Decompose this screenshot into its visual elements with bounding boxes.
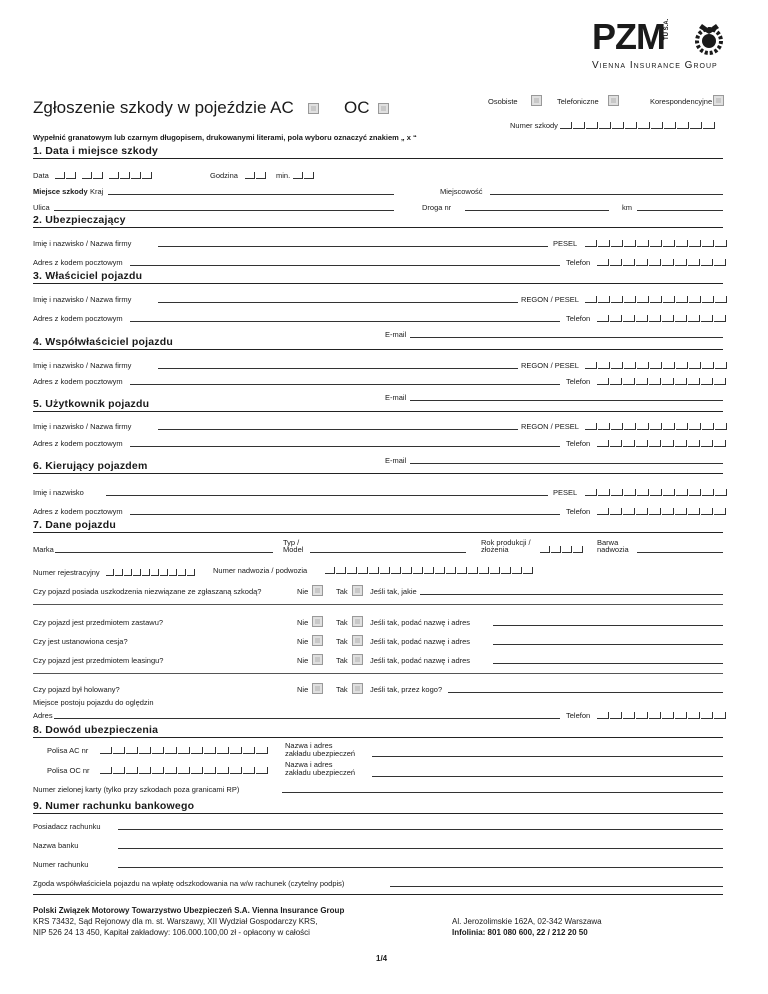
- label-rok2: złożenia: [481, 545, 509, 554]
- footer-company: Polski Związek Motorowy Towarzystwo Ubezpieczeń S.A. Vienna Insurance Group: [33, 906, 345, 915]
- section-5-title: 5. Użytkownik pojazdu: [33, 398, 150, 410]
- s3-email-field[interactable]: [410, 337, 723, 338]
- label-s6-adres: Adres z kodem pocztowym: [33, 507, 123, 516]
- label-s3-telefon: Telefon: [566, 314, 591, 323]
- label-q3: Czy jest ustanowiona cesja?: [33, 637, 128, 646]
- label-godzina: Godzina: [210, 171, 238, 180]
- miejscowosc-field[interactable]: [490, 194, 723, 195]
- s5-email-field[interactable]: [410, 463, 723, 464]
- label-s5-imie: Imię i nazwisko / Nazwa firmy: [33, 422, 132, 431]
- label-q4-tak: Tak: [336, 656, 348, 665]
- checkbox-q3-nie[interactable]: [312, 635, 323, 646]
- section-7-title: 7. Dane pojazdu: [33, 519, 116, 531]
- polisa-ac-field[interactable]: [100, 747, 269, 754]
- label-s4-telefon: Telefon: [566, 377, 591, 386]
- label-miejsce-postoju: Miejsce postoju pojazdu do oględzin: [33, 698, 154, 707]
- s4-regon-field[interactable]: [585, 362, 728, 369]
- label-nr-rej: Numer rejestracyjny: [33, 568, 100, 577]
- km-field[interactable]: [637, 210, 723, 211]
- checkbox-osobiste[interactable]: [531, 95, 542, 106]
- label-q5a: Jeśli tak, przez kogo?: [370, 685, 443, 694]
- label-q4-nie: Nie: [297, 656, 309, 665]
- title-oc: OC: [344, 98, 370, 117]
- label-barwa2: nadwozia: [597, 545, 629, 554]
- label-ulica: Ulica: [33, 203, 50, 212]
- label-typ: Typ /: [283, 538, 300, 547]
- s6-imie-field[interactable]: [106, 495, 548, 496]
- label-data: Data: [33, 171, 49, 180]
- label-q1-tak: Tak: [336, 587, 348, 596]
- footer-nip: NIP 526 24 13 450, Kapitał zakładowy: 106.000.100,00 zł - opłacony w całości: [33, 928, 310, 937]
- title-ac: Zgłoszenie szkody w pojeździe AC: [33, 98, 294, 117]
- section-6-title: 6. Kierujący pojazdem: [33, 460, 148, 472]
- label-s4-regon: REGON / PESEL: [521, 361, 579, 370]
- kraj-field[interactable]: [108, 194, 394, 195]
- zaklad-oc-field[interactable]: [372, 776, 723, 777]
- section-2-title: 2. Ubezpieczający: [33, 214, 126, 226]
- logo-brand: PZM: [592, 16, 665, 57]
- section-3-rule: [33, 283, 723, 284]
- checkbox-q5-tak[interactable]: [352, 683, 363, 694]
- model-field[interactable]: [310, 552, 466, 553]
- s5-telefon-field[interactable]: [597, 440, 727, 447]
- posiadacz-field[interactable]: [118, 829, 723, 830]
- label-marka: Marka: [33, 545, 54, 554]
- logo-group: Vienna Insurance Group: [592, 60, 718, 71]
- label-s2-imie: Imię i nazwisko / Nazwa firmy: [33, 239, 132, 248]
- label-s4-imie: Imię i nazwisko / Nazwa firmy: [33, 361, 132, 370]
- label-q4: Czy pojazd jest przedmiotem leasingu?: [33, 656, 164, 665]
- section-1-title: 1. Data i miejsce szkody: [33, 145, 159, 157]
- q1-field[interactable]: [420, 594, 723, 595]
- label-zaklad-ac-2: zakładu ubezpieczeń: [285, 749, 356, 758]
- label-s5-adres: Adres z kodem pocztowym: [33, 439, 123, 448]
- s3-imie-field[interactable]: [158, 302, 518, 303]
- label-q5-nie: Nie: [297, 685, 309, 694]
- label-s4-email: E-mail: [385, 393, 407, 402]
- nr-rej-field[interactable]: [106, 569, 196, 576]
- s2-imie-field[interactable]: [158, 246, 548, 247]
- numer-rachunku-field[interactable]: [118, 867, 723, 868]
- label-q2-tak: Tak: [336, 618, 348, 627]
- s5-imie-field[interactable]: [158, 429, 518, 430]
- bank-field[interactable]: [118, 848, 723, 849]
- checkbox-oc[interactable]: [378, 103, 389, 114]
- s2-telefon-field[interactable]: [597, 259, 727, 266]
- label-zaklad-oc-1: Nazwa i adres: [285, 760, 333, 769]
- label-zielona-karta: Numer zielonej karty (tylko przy szkodach poza granicami RP): [33, 785, 240, 794]
- checkbox-q1-tak[interactable]: [352, 585, 363, 596]
- zgoda-field[interactable]: [390, 886, 723, 887]
- label-q4a: Jeśli tak, podać nazwę i adres: [370, 656, 471, 665]
- label-miejsce-szkody: Miejsce szkody: [33, 187, 88, 196]
- droga-field[interactable]: [465, 210, 609, 211]
- q3-field[interactable]: [493, 644, 723, 645]
- label-barwa1: Barwa: [597, 538, 619, 547]
- logo-sub: TU S.A.: [664, 18, 670, 40]
- s4-telefon-field[interactable]: [597, 378, 727, 385]
- data-field[interactable]: [55, 172, 153, 179]
- bottom-rule: [33, 894, 723, 895]
- label-polisa-ac: Polisa AC nr: [47, 746, 89, 755]
- s6-telefon-field[interactable]: [597, 508, 727, 515]
- godzina-field[interactable]: [245, 172, 267, 179]
- checkbox-q4-tak[interactable]: [352, 654, 363, 665]
- label-miejscowosc: Miejscowość: [440, 187, 483, 196]
- section-6-rule: [33, 473, 723, 474]
- label-s3-email: E-mail: [385, 330, 407, 339]
- label-q1: Czy pojazd posiada uszkodzenia niezwiązane ze zgłaszaną szkodą?: [33, 587, 262, 596]
- checkbox-korespondencyjne[interactable]: [713, 95, 724, 106]
- section-8-title: 8. Dowód ubezpieczenia: [33, 724, 159, 736]
- checkbox-q5-nie[interactable]: [312, 683, 323, 694]
- label-s7-adres: Adres: [33, 711, 53, 720]
- checkbox-q3-tak[interactable]: [352, 635, 363, 646]
- q2-field[interactable]: [493, 625, 723, 626]
- barwa-field[interactable]: [637, 552, 723, 553]
- label-s7-telefon: Telefon: [566, 711, 591, 720]
- label-rok1: Rok produkcji /: [481, 538, 531, 547]
- label-km: km: [622, 203, 632, 212]
- gear-eagle-icon: [692, 22, 726, 56]
- label-kraj: Kraj: [90, 187, 104, 196]
- rok-field[interactable]: [540, 546, 584, 553]
- label-korespondencyjne: Korespondencyjne: [650, 97, 713, 106]
- label-s5-regon: REGON / PESEL: [521, 422, 579, 431]
- s3-telefon-field[interactable]: [597, 315, 727, 322]
- label-s6-imie: Imię i nazwisko: [33, 488, 84, 497]
- section-2-rule: [33, 227, 723, 228]
- label-s3-imie: Imię i nazwisko / Nazwa firmy: [33, 295, 132, 304]
- section-3-title: 3. Właściciel pojazdu: [33, 270, 143, 282]
- pzm-logo: [592, 18, 732, 74]
- label-zgoda: Zgoda współwłaściciela pojazdu na wpłatę odszkodowania na w/w rachunek (czytelny podpis): [33, 879, 345, 888]
- polisa-oc-field[interactable]: [100, 767, 269, 774]
- label-numer-szkody: Numer szkody: [510, 121, 558, 130]
- page-number: 1/4: [376, 954, 388, 963]
- section-4-title: 4. Współwłaściciel pojazdu: [33, 336, 173, 348]
- checkbox-q2-nie[interactable]: [312, 616, 323, 627]
- s4-imie-field[interactable]: [158, 368, 518, 369]
- label-numer-rachunku: Numer rachunku: [33, 860, 89, 869]
- q1-field-2[interactable]: [33, 604, 723, 605]
- label-min: min.: [276, 171, 291, 180]
- label-s2-telefon: Telefon: [566, 258, 591, 267]
- label-q1-nie: Nie: [297, 587, 309, 596]
- q4-field-2[interactable]: [33, 673, 723, 674]
- s2-pesel-field[interactable]: [585, 240, 728, 247]
- label-s3-regon: REGON / PESEL: [521, 295, 579, 304]
- label-s5-telefon: Telefon: [566, 439, 591, 448]
- instruction-text: Wypełnić granatowym lub czarnym długopisem, drukowanymi literami, pola wyboru oznaczyć znakiem „ x “: [33, 133, 417, 142]
- checkbox-ac[interactable]: [308, 103, 319, 114]
- s6-pesel-field[interactable]: [585, 489, 728, 496]
- footer-address: Al. Jerozolimskie 162A, 02-342 Warszawa: [452, 917, 602, 926]
- section-5-rule: [33, 411, 723, 412]
- section-1-rule: [33, 158, 723, 159]
- q4-field[interactable]: [493, 663, 723, 664]
- section-7-rule: [33, 532, 723, 533]
- label-zaklad-ac-1: Nazwa i adres: [285, 741, 333, 750]
- label-q2a: Jeśli tak, podać nazwę i adres: [370, 618, 471, 627]
- label-model: Model: [283, 545, 304, 554]
- checkbox-q2-tak[interactable]: [352, 616, 363, 627]
- section-9-rule: [33, 813, 723, 814]
- label-bank: Nazwa banku: [33, 841, 79, 850]
- label-q3-nie: Nie: [297, 637, 309, 646]
- s6-adres-field[interactable]: [130, 514, 560, 515]
- label-q5: Czy pojazd był holowany?: [33, 685, 120, 694]
- label-telefoniczne: Telefoniczne: [557, 97, 599, 106]
- zielona-karta-field[interactable]: [282, 792, 723, 793]
- label-s6-pesel: PESEL: [553, 488, 578, 497]
- marka-field[interactable]: [55, 552, 273, 553]
- s7-telefon-field[interactable]: [597, 712, 727, 719]
- min-field[interactable]: [293, 172, 315, 179]
- checkbox-q1-nie[interactable]: [312, 585, 323, 596]
- section-9-title: 9. Numer rachunku bankowego: [33, 800, 195, 812]
- label-osobiste: Osobiste: [488, 97, 518, 106]
- label-s6-telefon: Telefon: [566, 507, 591, 516]
- label-q5-tak: Tak: [336, 685, 348, 694]
- nr-nadw-field[interactable]: [325, 567, 534, 574]
- label-q3-tak: Tak: [336, 637, 348, 646]
- zaklad-ac-field[interactable]: [372, 756, 723, 757]
- label-droga: Droga nr: [422, 203, 452, 212]
- numer-szkody-field[interactable]: [560, 122, 716, 129]
- footer-infolinia: Infolinia: 801 080 600, 22 / 212 20 50: [452, 928, 588, 937]
- label-q2-nie: Nie: [297, 618, 309, 627]
- label-s5-email: E-mail: [385, 456, 407, 465]
- s5-regon-field[interactable]: [585, 423, 728, 430]
- s3-regon-field[interactable]: [585, 296, 728, 303]
- s2-adres-field[interactable]: [130, 265, 560, 266]
- section-8-rule: [33, 737, 723, 738]
- label-s4-adres: Adres z kodem pocztowym: [33, 377, 123, 386]
- ulica-field[interactable]: [54, 210, 394, 211]
- s4-email-field[interactable]: [410, 400, 723, 401]
- label-q2: Czy pojazd jest przedmiotem zastawu?: [33, 618, 164, 627]
- label-s3-adres: Adres z kodem pocztowym: [33, 314, 123, 323]
- s5-adres-field[interactable]: [130, 446, 560, 447]
- label-q1a: Jeśli tak, jakie: [370, 587, 417, 596]
- label-s2-adres: Adres z kodem pocztowym: [33, 258, 123, 267]
- label-polisa-oc: Polisa OC nr: [47, 766, 90, 775]
- s4-adres-field[interactable]: [130, 384, 560, 385]
- checkbox-telefoniczne[interactable]: [608, 95, 619, 106]
- q5-field[interactable]: [448, 692, 723, 693]
- label-posiadacz: Posiadacz rachunku: [33, 822, 101, 831]
- label-q3a: Jeśli tak, podać nazwę i adres: [370, 637, 471, 646]
- checkbox-q4-nie[interactable]: [312, 654, 323, 665]
- s3-adres-field[interactable]: [130, 321, 560, 322]
- footer-krs: KRS 73432, Sąd Rejonowy dla m. st. Warszawy, XII Wydział Gospodarczy KRS,: [33, 917, 318, 926]
- label-zaklad-oc-2: zakładu ubezpieczeń: [285, 768, 356, 777]
- label-s2-pesel: PESEL: [553, 239, 578, 248]
- s7-adres-field[interactable]: [54, 718, 560, 719]
- label-nr-nadw: Numer nadwozia / podwozia: [213, 566, 308, 575]
- section-4-rule: [33, 349, 723, 350]
